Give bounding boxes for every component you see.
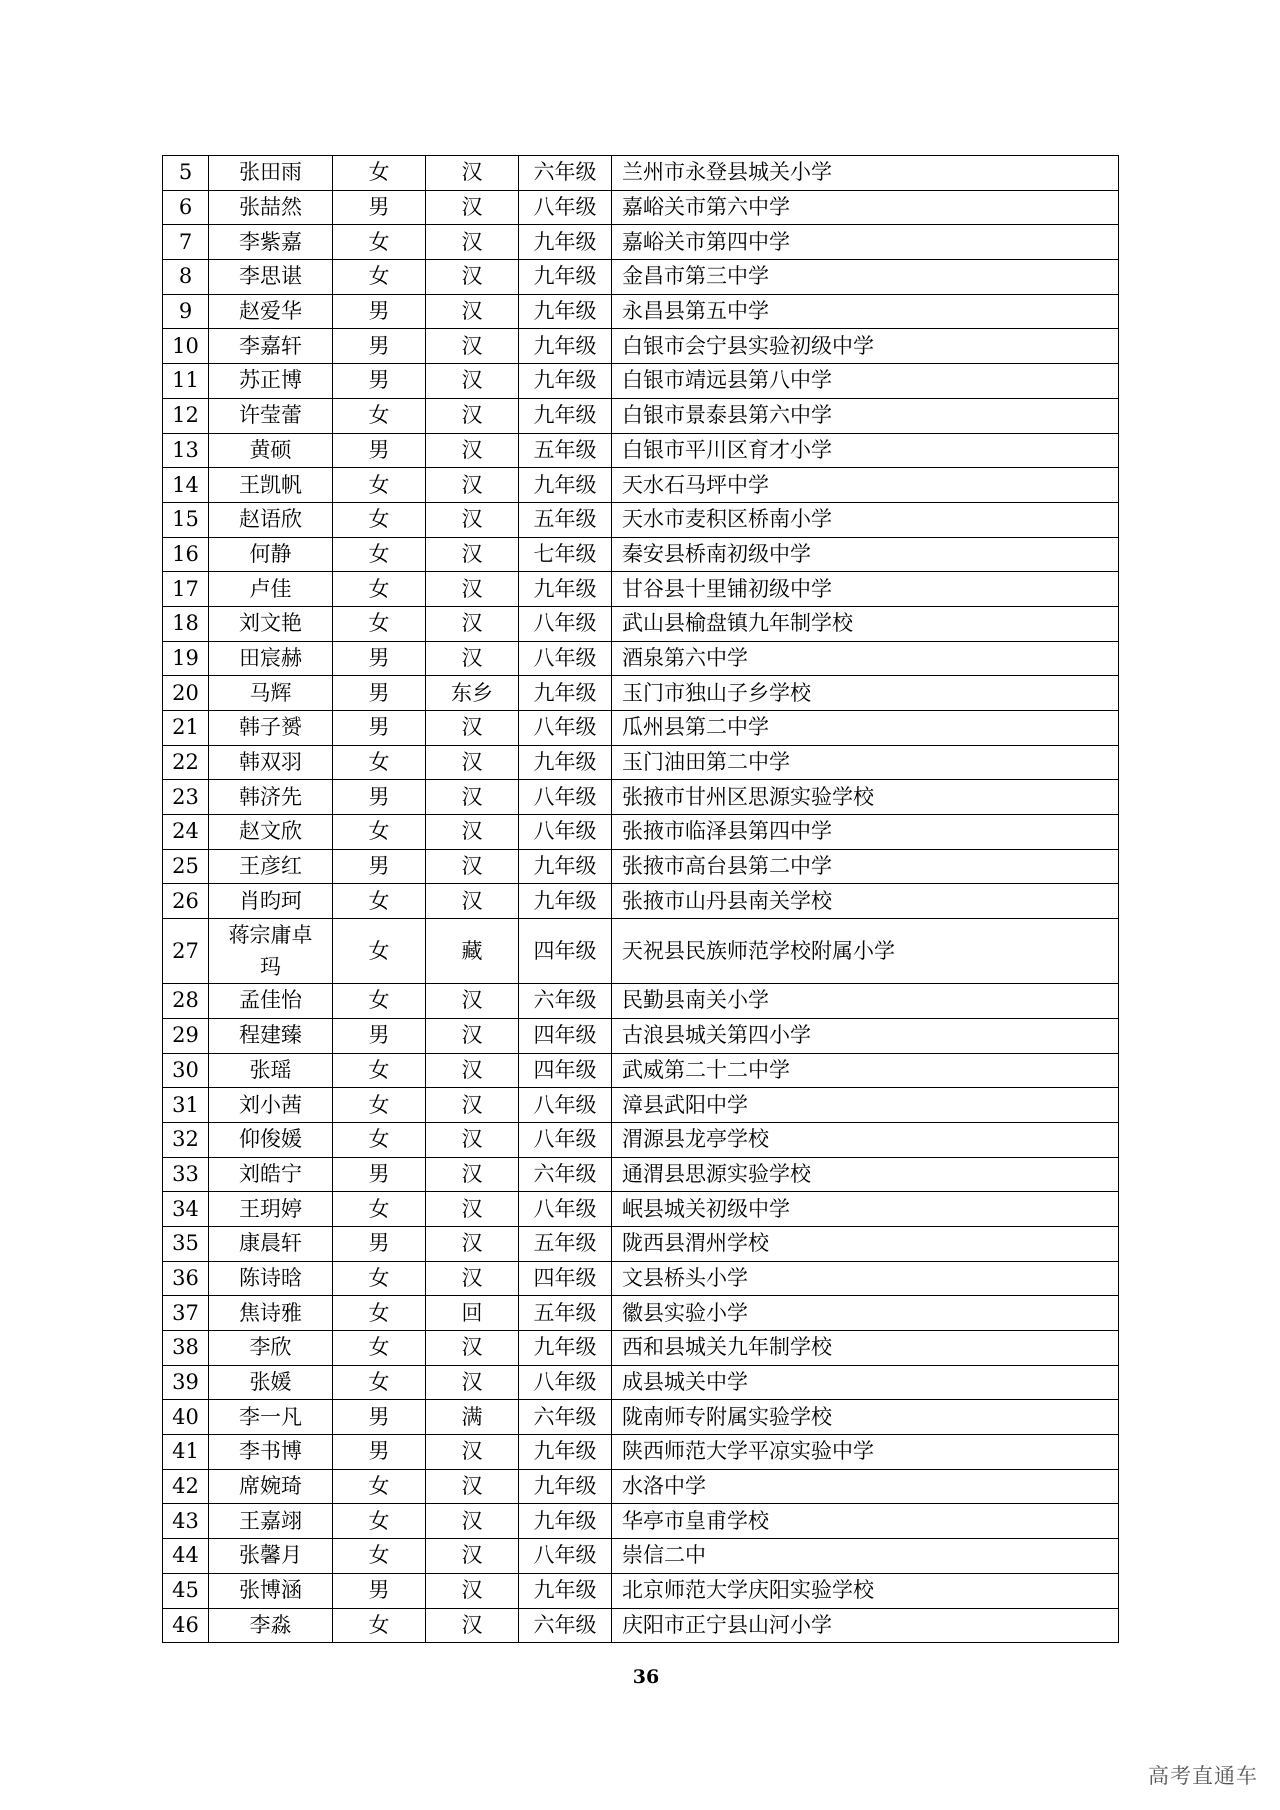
row-number-cell: 11 xyxy=(163,364,209,399)
grade-cell: 九年级 xyxy=(519,676,612,711)
student-name-cell: 张喆然 xyxy=(209,190,333,225)
ethnicity-cell: 汉 xyxy=(426,984,519,1019)
grade-cell: 九年级 xyxy=(519,260,612,295)
grade-cell: 六年级 xyxy=(519,156,612,191)
student-name-cell: 赵爱华 xyxy=(209,294,333,329)
ethnicity-cell: 汉 xyxy=(426,641,519,676)
gender-cell: 男 xyxy=(333,641,426,676)
ethnicity-cell: 汉 xyxy=(426,1157,519,1192)
school-cell: 嘉峪关市第四中学 xyxy=(612,225,1119,260)
gender-cell: 女 xyxy=(333,745,426,780)
gender-cell: 女 xyxy=(333,468,426,503)
row-number-cell: 44 xyxy=(163,1539,209,1574)
row-number-cell: 10 xyxy=(163,329,209,364)
grade-cell: 八年级 xyxy=(519,815,612,850)
row-number-cell: 27 xyxy=(163,919,209,984)
table-row xyxy=(163,537,1119,572)
row-number-cell: 39 xyxy=(163,1365,209,1400)
row-number-cell: 45 xyxy=(163,1573,209,1608)
table-row xyxy=(163,1088,1119,1123)
row-number-cell: 38 xyxy=(163,1331,209,1366)
row-number-cell: 35 xyxy=(163,1226,209,1261)
school-cell: 渭源县龙亭学校 xyxy=(612,1122,1119,1157)
grade-cell: 六年级 xyxy=(519,984,612,1019)
table-row xyxy=(163,294,1119,329)
grade-cell: 九年级 xyxy=(519,884,612,919)
row-number-cell: 36 xyxy=(163,1261,209,1296)
ethnicity-cell: 汉 xyxy=(426,294,519,329)
school-cell: 甘谷县十里铺初级中学 xyxy=(612,572,1119,607)
student-name-cell: 刘文艳 xyxy=(209,606,333,641)
grade-cell: 八年级 xyxy=(519,1122,612,1157)
student-name-cell: 田宸赫 xyxy=(209,641,333,676)
table-row xyxy=(163,433,1119,468)
table-row xyxy=(163,1018,1119,1053)
grade-cell: 九年级 xyxy=(519,745,612,780)
ethnicity-cell: 汉 xyxy=(426,1122,519,1157)
table-row xyxy=(163,502,1119,537)
row-number-cell: 43 xyxy=(163,1504,209,1539)
table-row xyxy=(163,919,1119,984)
student-name-cell: 孟佳怡 xyxy=(209,984,333,1019)
school-cell: 张掖市甘州区思源实验学校 xyxy=(612,780,1119,815)
gender-cell: 女 xyxy=(333,1331,426,1366)
table-row xyxy=(163,1539,1119,1574)
grade-cell: 六年级 xyxy=(519,1400,612,1435)
student-name-cell: 仰俊媛 xyxy=(209,1122,333,1157)
ethnicity-cell: 汉 xyxy=(426,849,519,884)
ethnicity-cell: 回 xyxy=(426,1296,519,1331)
row-number-cell: 32 xyxy=(163,1122,209,1157)
table-row xyxy=(163,641,1119,676)
ethnicity-cell: 汉 xyxy=(426,537,519,572)
student-name-cell: 张媛 xyxy=(209,1365,333,1400)
school-cell: 张掖市高台县第二中学 xyxy=(612,849,1119,884)
table-row xyxy=(163,676,1119,711)
ethnicity-cell: 汉 xyxy=(426,780,519,815)
gender-cell: 男 xyxy=(333,329,426,364)
table-row xyxy=(163,364,1119,399)
row-number-cell: 29 xyxy=(163,1018,209,1053)
ethnicity-cell: 汉 xyxy=(426,1192,519,1227)
row-number-cell: 34 xyxy=(163,1192,209,1227)
row-number-cell: 12 xyxy=(163,398,209,433)
school-cell: 永昌县第五中学 xyxy=(612,294,1119,329)
ethnicity-cell: 汉 xyxy=(426,502,519,537)
gender-cell: 女 xyxy=(333,1539,426,1574)
student-name-cell: 李淼 xyxy=(209,1608,333,1643)
table-row xyxy=(163,156,1119,191)
table-row xyxy=(163,815,1119,850)
student-name-cell: 李嘉轩 xyxy=(209,329,333,364)
ethnicity-cell: 汉 xyxy=(426,1331,519,1366)
ethnicity-cell: 汉 xyxy=(426,1469,519,1504)
student-name-cell: 王凯帆 xyxy=(209,468,333,503)
grade-cell: 九年级 xyxy=(519,572,612,607)
school-cell: 张掖市临泽县第四中学 xyxy=(612,815,1119,850)
gender-cell: 女 xyxy=(333,398,426,433)
student-name-cell: 王嘉翊 xyxy=(209,1504,333,1539)
school-cell: 玉门市独山子乡学校 xyxy=(612,676,1119,711)
gender-cell: 女 xyxy=(333,1261,426,1296)
grade-cell: 九年级 xyxy=(519,1435,612,1470)
student-name-cell: 王玥婷 xyxy=(209,1192,333,1227)
grade-cell: 八年级 xyxy=(519,711,612,746)
ethnicity-cell: 汉 xyxy=(426,260,519,295)
grade-cell: 九年级 xyxy=(519,849,612,884)
school-cell: 北京师范大学庆阳实验学校 xyxy=(612,1573,1119,1608)
grade-cell: 六年级 xyxy=(519,1157,612,1192)
ethnicity-cell: 汉 xyxy=(426,468,519,503)
gender-cell: 女 xyxy=(333,260,426,295)
table-row xyxy=(163,329,1119,364)
row-number-cell: 24 xyxy=(163,815,209,850)
ethnicity-cell: 汉 xyxy=(426,398,519,433)
ethnicity-cell: 汉 xyxy=(426,433,519,468)
grade-cell: 九年级 xyxy=(519,1469,612,1504)
row-number-cell: 6 xyxy=(163,190,209,225)
grade-cell: 六年级 xyxy=(519,1608,612,1643)
gender-cell: 女 xyxy=(333,1504,426,1539)
table-row xyxy=(163,849,1119,884)
ethnicity-cell: 汉 xyxy=(426,156,519,191)
grade-cell: 九年级 xyxy=(519,225,612,260)
gender-cell: 女 xyxy=(333,1365,426,1400)
school-cell: 白银市会宁县实验初级中学 xyxy=(612,329,1119,364)
grade-cell: 九年级 xyxy=(519,468,612,503)
school-cell: 白银市靖远县第八中学 xyxy=(612,364,1119,399)
gender-cell: 女 xyxy=(333,1122,426,1157)
school-cell: 漳县武阳中学 xyxy=(612,1088,1119,1123)
student-name-cell: 张馨月 xyxy=(209,1539,333,1574)
gender-cell: 女 xyxy=(333,919,426,984)
ethnicity-cell: 汉 xyxy=(426,815,519,850)
watermark-text: 高考直通车 xyxy=(1148,1764,1258,1788)
student-name-cell: 程建臻 xyxy=(209,1018,333,1053)
table-row xyxy=(163,984,1119,1019)
row-number-cell: 19 xyxy=(163,641,209,676)
student-name-cell: 马辉 xyxy=(209,676,333,711)
row-number-cell: 9 xyxy=(163,294,209,329)
grade-cell: 九年级 xyxy=(519,1504,612,1539)
grade-cell: 八年级 xyxy=(519,606,612,641)
table-row xyxy=(163,1296,1119,1331)
gender-cell: 女 xyxy=(333,606,426,641)
table-row xyxy=(163,190,1119,225)
gender-cell: 男 xyxy=(333,1226,426,1261)
ethnicity-cell: 汉 xyxy=(426,1226,519,1261)
grade-cell: 九年级 xyxy=(519,364,612,399)
row-number-cell: 23 xyxy=(163,780,209,815)
student-name-cell: 康晨轩 xyxy=(209,1226,333,1261)
row-number-cell: 21 xyxy=(163,711,209,746)
student-name-cell: 李欣 xyxy=(209,1331,333,1366)
ethnicity-cell: 汉 xyxy=(426,1261,519,1296)
school-cell: 陇西县渭州学校 xyxy=(612,1226,1119,1261)
table-row xyxy=(163,1331,1119,1366)
gender-cell: 女 xyxy=(333,884,426,919)
school-cell: 金昌市第三中学 xyxy=(612,260,1119,295)
school-cell: 徽县实验小学 xyxy=(612,1296,1119,1331)
school-cell: 瓜州县第二中学 xyxy=(612,711,1119,746)
student-name-cell: 李紫嘉 xyxy=(209,225,333,260)
row-number-cell: 16 xyxy=(163,537,209,572)
school-cell: 华亭市皇甫学校 xyxy=(612,1504,1119,1539)
grade-cell: 五年级 xyxy=(519,1296,612,1331)
grade-cell: 九年级 xyxy=(519,329,612,364)
gender-cell: 男 xyxy=(333,1400,426,1435)
table-row xyxy=(163,1261,1119,1296)
gender-cell: 男 xyxy=(333,433,426,468)
student-name-cell: 焦诗雅 xyxy=(209,1296,333,1331)
table-row xyxy=(163,1192,1119,1227)
ethnicity-cell: 汉 xyxy=(426,1088,519,1123)
student-name-cell: 席婉琦 xyxy=(209,1469,333,1504)
row-number-cell: 18 xyxy=(163,606,209,641)
gender-cell: 女 xyxy=(333,1192,426,1227)
student-name-cell: 蒋宗庸卓玛 xyxy=(209,919,333,984)
grade-cell: 八年级 xyxy=(519,780,612,815)
school-cell: 白银市景泰县第六中学 xyxy=(612,398,1119,433)
student-name-cell: 许莹蕾 xyxy=(209,398,333,433)
gender-cell: 女 xyxy=(333,984,426,1019)
school-cell: 嘉峪关市第六中学 xyxy=(612,190,1119,225)
ethnicity-cell: 汉 xyxy=(426,572,519,607)
table-row xyxy=(163,1469,1119,1504)
student-name-cell: 黄硕 xyxy=(209,433,333,468)
row-number-cell: 41 xyxy=(163,1435,209,1470)
student-name-cell: 张瑶 xyxy=(209,1053,333,1088)
row-number-cell: 22 xyxy=(163,745,209,780)
grade-cell: 四年级 xyxy=(519,1053,612,1088)
school-cell: 陇南师专附属实验学校 xyxy=(612,1400,1119,1435)
table-row xyxy=(163,1435,1119,1470)
school-cell: 崇信二中 xyxy=(612,1539,1119,1574)
row-number-cell: 14 xyxy=(163,468,209,503)
row-number-cell: 28 xyxy=(163,984,209,1019)
student-name-cell: 张田雨 xyxy=(209,156,333,191)
gender-cell: 男 xyxy=(333,780,426,815)
grade-cell: 五年级 xyxy=(519,1226,612,1261)
table-row xyxy=(163,1400,1119,1435)
ethnicity-cell: 汉 xyxy=(426,1435,519,1470)
school-cell: 玉门油田第二中学 xyxy=(612,745,1119,780)
ethnicity-cell: 汉 xyxy=(426,884,519,919)
row-number-cell: 8 xyxy=(163,260,209,295)
school-cell: 张掖市山丹县南关学校 xyxy=(612,884,1119,919)
ethnicity-cell: 汉 xyxy=(426,745,519,780)
row-number-cell: 40 xyxy=(163,1400,209,1435)
ethnicity-cell: 汉 xyxy=(426,1365,519,1400)
student-name-cell: 李思谌 xyxy=(209,260,333,295)
gender-cell: 女 xyxy=(333,1088,426,1123)
row-number-cell: 26 xyxy=(163,884,209,919)
student-name-cell: 李一凡 xyxy=(209,1400,333,1435)
grade-cell: 八年级 xyxy=(519,641,612,676)
student-name-cell: 韩子赟 xyxy=(209,711,333,746)
row-number-cell: 46 xyxy=(163,1608,209,1643)
gender-cell: 女 xyxy=(333,156,426,191)
ethnicity-cell: 汉 xyxy=(426,1018,519,1053)
gender-cell: 女 xyxy=(333,572,426,607)
school-cell: 天水石马坪中学 xyxy=(612,468,1119,503)
student-name-cell: 刘小茜 xyxy=(209,1088,333,1123)
gender-cell: 男 xyxy=(333,1157,426,1192)
gender-cell: 女 xyxy=(333,1053,426,1088)
table-row xyxy=(163,1226,1119,1261)
table-row xyxy=(163,1365,1119,1400)
ethnicity-cell: 汉 xyxy=(426,1053,519,1088)
school-cell: 武威第二十二中学 xyxy=(612,1053,1119,1088)
ethnicity-cell: 汉 xyxy=(426,711,519,746)
gender-cell: 女 xyxy=(333,1296,426,1331)
student-name-cell: 韩双羽 xyxy=(209,745,333,780)
grade-cell: 八年级 xyxy=(519,1192,612,1227)
grade-cell: 八年级 xyxy=(519,1365,612,1400)
table-row xyxy=(163,1053,1119,1088)
grade-cell: 八年级 xyxy=(519,190,612,225)
school-cell: 庆阳市正宁县山河小学 xyxy=(612,1608,1119,1643)
grade-cell: 五年级 xyxy=(519,433,612,468)
table-row xyxy=(163,468,1119,503)
table-row xyxy=(163,1573,1119,1608)
table-row xyxy=(163,398,1119,433)
school-cell: 武山县榆盘镇九年制学校 xyxy=(612,606,1119,641)
school-cell: 陕西师范大学平凉实验中学 xyxy=(612,1435,1119,1470)
student-name-cell: 肖昀珂 xyxy=(209,884,333,919)
school-cell: 通渭县思源实验学校 xyxy=(612,1157,1119,1192)
gender-cell: 男 xyxy=(333,1435,426,1470)
gender-cell: 男 xyxy=(333,676,426,711)
ethnicity-cell: 汉 xyxy=(426,364,519,399)
roster-body xyxy=(163,156,1119,1643)
table-row xyxy=(163,1157,1119,1192)
gender-cell: 男 xyxy=(333,849,426,884)
student-name-cell: 卢佳 xyxy=(209,572,333,607)
grade-cell: 八年级 xyxy=(519,1539,612,1574)
gender-cell: 女 xyxy=(333,537,426,572)
row-number-cell: 25 xyxy=(163,849,209,884)
grade-cell: 九年级 xyxy=(519,398,612,433)
school-cell: 白银市平川区育才小学 xyxy=(612,433,1119,468)
student-name-cell: 陈诗晗 xyxy=(209,1261,333,1296)
student-name-cell: 苏正博 xyxy=(209,364,333,399)
school-cell: 古浪县城关第四小学 xyxy=(612,1018,1119,1053)
school-cell: 岷县城关初级中学 xyxy=(612,1192,1119,1227)
table-row xyxy=(163,745,1119,780)
table-row xyxy=(163,572,1119,607)
gender-cell: 男 xyxy=(333,711,426,746)
row-number-cell: 15 xyxy=(163,502,209,537)
gender-cell: 男 xyxy=(333,1573,426,1608)
gender-cell: 女 xyxy=(333,1469,426,1504)
ethnicity-cell: 汉 xyxy=(426,329,519,364)
student-name-cell: 何静 xyxy=(209,537,333,572)
table-row xyxy=(163,780,1119,815)
student-name-cell: 王彦红 xyxy=(209,849,333,884)
table-row xyxy=(163,606,1119,641)
ethnicity-cell: 汉 xyxy=(426,190,519,225)
school-cell: 水洛中学 xyxy=(612,1469,1119,1504)
school-cell: 天水市麦积区桥南小学 xyxy=(612,502,1119,537)
row-number-cell: 31 xyxy=(163,1088,209,1123)
row-number-cell: 42 xyxy=(163,1469,209,1504)
grade-cell: 四年级 xyxy=(519,1018,612,1053)
table-row xyxy=(163,225,1119,260)
ethnicity-cell: 满 xyxy=(426,1400,519,1435)
grade-cell: 五年级 xyxy=(519,502,612,537)
table-row xyxy=(163,711,1119,746)
ethnicity-cell: 藏 xyxy=(426,919,519,984)
page-number: 36 xyxy=(632,1666,660,1688)
grade-cell: 八年级 xyxy=(519,1088,612,1123)
row-number-cell: 33 xyxy=(163,1157,209,1192)
ethnicity-cell: 汉 xyxy=(426,1504,519,1539)
ethnicity-cell: 汉 xyxy=(426,1539,519,1574)
ethnicity-cell: 汉 xyxy=(426,606,519,641)
gender-cell: 男 xyxy=(333,1018,426,1053)
ethnicity-cell: 东乡 xyxy=(426,676,519,711)
student-roster-table xyxy=(162,155,1119,1643)
gender-cell: 女 xyxy=(333,225,426,260)
row-number-cell: 20 xyxy=(163,676,209,711)
grade-cell: 四年级 xyxy=(519,1261,612,1296)
ethnicity-cell: 汉 xyxy=(426,225,519,260)
grade-cell: 七年级 xyxy=(519,537,612,572)
student-name-cell: 张博涵 xyxy=(209,1573,333,1608)
grade-cell: 九年级 xyxy=(519,294,612,329)
table-row xyxy=(163,884,1119,919)
student-name-cell: 赵语欣 xyxy=(209,502,333,537)
row-number-cell: 5 xyxy=(163,156,209,191)
gender-cell: 女 xyxy=(333,815,426,850)
table-row xyxy=(163,1122,1119,1157)
gender-cell: 女 xyxy=(333,1608,426,1643)
ethnicity-cell: 汉 xyxy=(426,1608,519,1643)
ethnicity-cell: 汉 xyxy=(426,1573,519,1608)
grade-cell: 九年级 xyxy=(519,1331,612,1366)
gender-cell: 男 xyxy=(333,294,426,329)
row-number-cell: 7 xyxy=(163,225,209,260)
school-cell: 文县桥头小学 xyxy=(612,1261,1119,1296)
row-number-cell: 30 xyxy=(163,1053,209,1088)
gender-cell: 男 xyxy=(333,364,426,399)
gender-cell: 男 xyxy=(333,190,426,225)
table-row xyxy=(163,1504,1119,1539)
table-row xyxy=(163,1608,1119,1643)
gender-cell: 女 xyxy=(333,502,426,537)
school-cell: 兰州市永登县城关小学 xyxy=(612,156,1119,191)
row-number-cell: 17 xyxy=(163,572,209,607)
school-cell: 秦安县桥南初级中学 xyxy=(612,537,1119,572)
table-row xyxy=(163,260,1119,295)
row-number-cell: 13 xyxy=(163,433,209,468)
row-number-cell: 37 xyxy=(163,1296,209,1331)
school-cell: 成县城关中学 xyxy=(612,1365,1119,1400)
school-cell: 酒泉第六中学 xyxy=(612,641,1119,676)
grade-cell: 九年级 xyxy=(519,1573,612,1608)
school-cell: 民勤县南关小学 xyxy=(612,984,1119,1019)
student-name-cell: 赵文欣 xyxy=(209,815,333,850)
student-name-cell: 韩济先 xyxy=(209,780,333,815)
student-name-cell: 李书博 xyxy=(209,1435,333,1470)
school-cell: 天祝县民族师范学校附属小学 xyxy=(612,919,1119,984)
student-name-cell: 刘皓宁 xyxy=(209,1157,333,1192)
school-cell: 西和县城关九年制学校 xyxy=(612,1331,1119,1366)
grade-cell: 四年级 xyxy=(519,919,612,984)
